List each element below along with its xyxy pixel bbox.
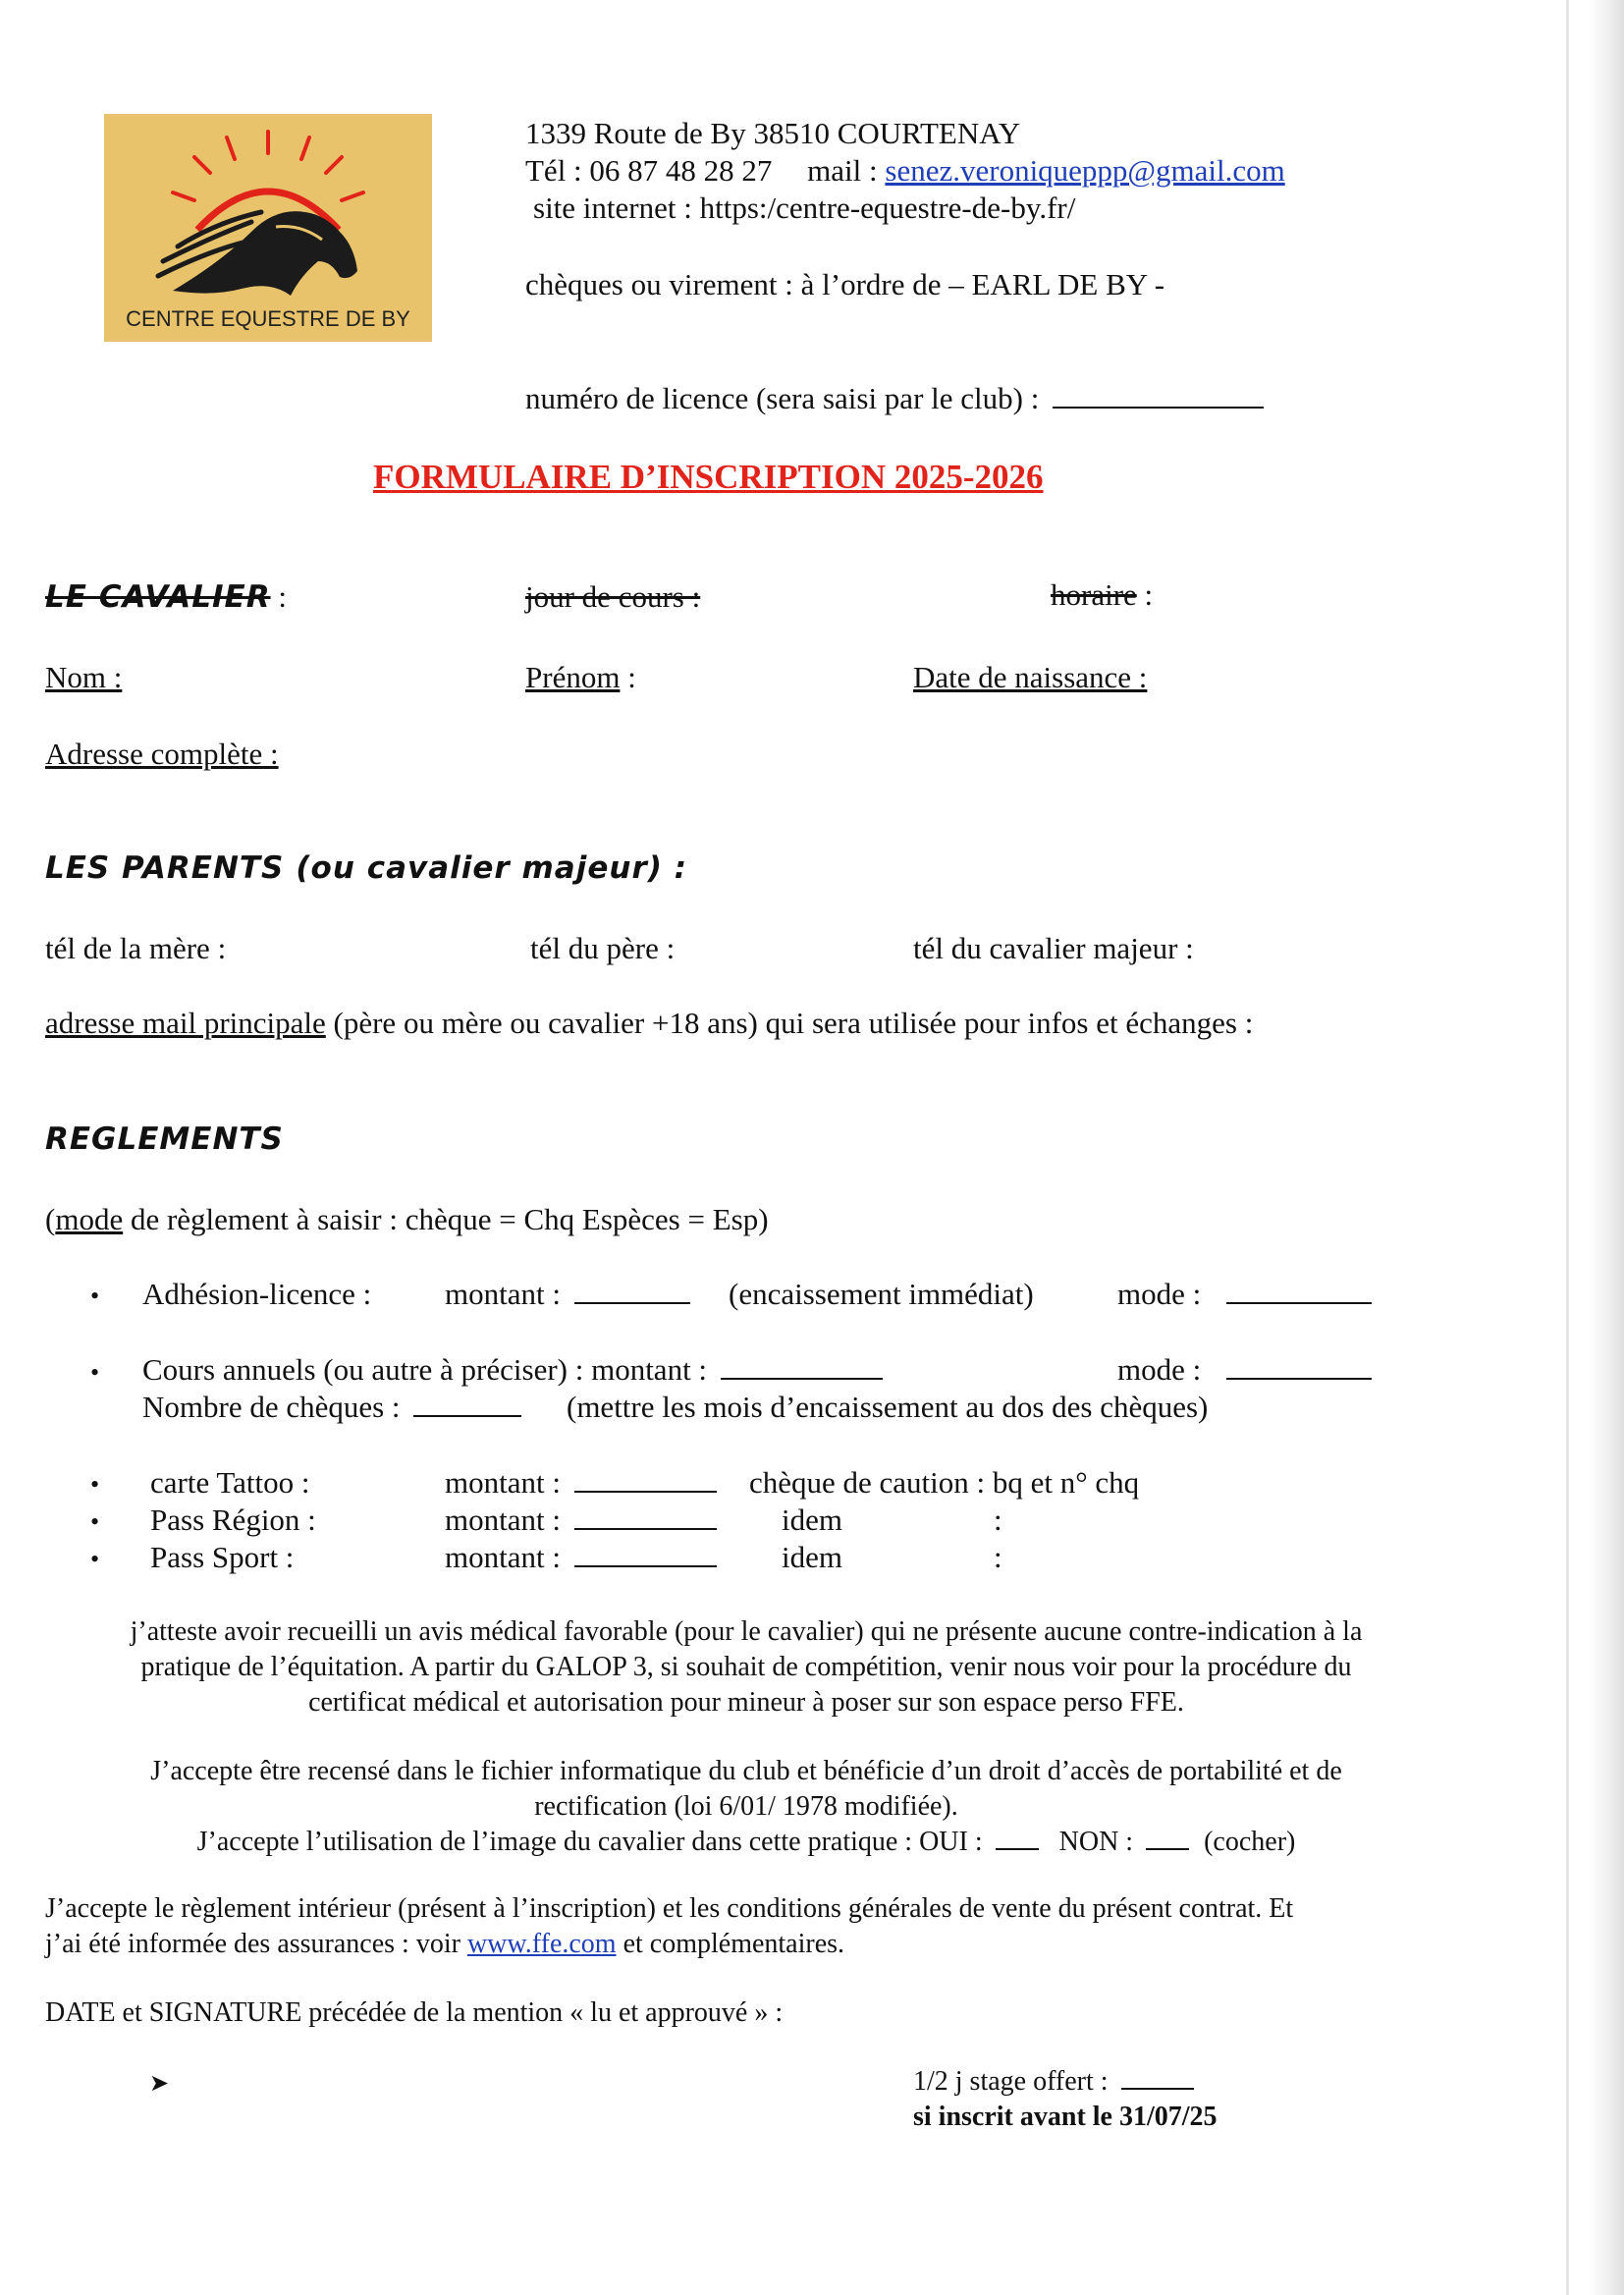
image-consent-text: J’accepte l’utilisation de l’image du cavalier dans cette pratique : OUI : (196, 1827, 983, 1857)
club-phone: Tél : 06 87 48 28 27 (525, 153, 773, 188)
license-label: numéro de licence (sera saisi par le club) : (525, 381, 1040, 415)
mother-phone-label: tél de la mère : (45, 931, 227, 965)
deposit-cheque-label: chèque de caution : bq et n° chq (749, 1465, 1140, 1500)
region-amount-blank (574, 1504, 717, 1530)
main-email-description: (père ou mère ou cavalier +18 ans) qui sera utilisée pour infos et échanges : (325, 1006, 1254, 1040)
schedule-colon: : (1136, 577, 1154, 612)
image-cocher: (cocher) (1204, 1827, 1296, 1857)
medical-line-2: pratique de l’équitation. A partir du GALOP 3, si souhait de compétition, venir nous voir pour la procédure du (140, 1652, 1352, 1682)
sport-amount-label: montant : (445, 1540, 561, 1574)
sport-colon: : (994, 1540, 1002, 1574)
free-stage-line (913, 2064, 1194, 2100)
rules-line-2-end: et complémentaires. (616, 1929, 845, 1959)
rules-line-2-start: j’ai été informée des assurances : voir (45, 1929, 467, 1959)
tattoo-amount-blank (574, 1467, 717, 1493)
bullet-tattoo: • (90, 1470, 100, 1499)
free-stage-blank (1121, 2066, 1194, 2090)
bullet-region: • (90, 1507, 100, 1536)
father-phone-label: tél du père : (530, 931, 676, 965)
membership-mode (1117, 1277, 1372, 1312)
first-name-colon: : (620, 660, 636, 694)
membership-amount (445, 1277, 690, 1312)
cavalier-heading (45, 579, 287, 615)
annual-courses-mode-blank (1226, 1354, 1372, 1380)
image-oui-blank[interactable] (996, 1827, 1039, 1850)
payment-mode-legend (45, 1202, 769, 1237)
image-non-label: NON : (1058, 1827, 1134, 1857)
parents-heading (45, 850, 687, 886)
mode-open-paren: ( (45, 1202, 56, 1236)
region-pass-label: Pass Région : (150, 1503, 316, 1537)
image-consent-line (59, 1825, 1434, 1860)
tattoo-amount-label: montant : (445, 1465, 561, 1500)
scan-edge-shadow (1589, 0, 1624, 2295)
membership-mode-blank (1226, 1279, 1372, 1304)
membership-amount-blank (574, 1279, 690, 1304)
ffe-link[interactable]: www.ffe.com (466, 1929, 617, 1959)
image-non-blank[interactable] (1146, 1827, 1189, 1850)
region-idem: idem (782, 1503, 842, 1537)
club-address: 1339 Route de By 38510 COURTENAY (525, 116, 1021, 150)
annual-courses-mode-label: mode : (1117, 1352, 1202, 1387)
free-stage-condition: si inscrit avant le 31/07/25 (913, 2102, 1218, 2132)
region-amount (445, 1503, 717, 1538)
data-consent-line-2: rectification (loi 6/01/ 1978 modifiée). (534, 1791, 958, 1822)
cheque-count-label: Nombre de chèques : (142, 1390, 401, 1424)
annual-courses-mode (1117, 1352, 1372, 1388)
cheque-count (142, 1390, 521, 1425)
license-blank (1053, 383, 1264, 409)
main-email-line (45, 1006, 1253, 1041)
mail-label: mail : (807, 153, 878, 188)
annual-courses-blank (721, 1354, 883, 1380)
membership-immediate: (encaissement immédiat) (729, 1277, 1034, 1311)
membership-amount-label: montant : (445, 1277, 561, 1311)
tattoo-card-label: carte Tattoo : (150, 1465, 310, 1500)
club-email-link[interactable]: senez.veroniqueppp@gmail.com (885, 153, 1285, 188)
medical-line-1: j’atteste avoir recueilli un avis médical favorable (pour le cavalier) qui ne présente aucune contre-indication à la (130, 1616, 1363, 1647)
cavalier-heading-colon: : (270, 579, 287, 614)
bullet-adhesion: • (90, 1282, 100, 1310)
bullet-courses: • (90, 1358, 100, 1387)
sport-idem: idem (782, 1540, 842, 1574)
first-name-label-text: Prénom (525, 660, 621, 694)
membership-mode-label: mode : (1117, 1277, 1202, 1311)
medical-line-3: certificat médical et autorisation pour mineur à poser sur son espace perso FFE. (308, 1687, 1184, 1718)
rules-line-1: J’accepte le règlement intérieur (présent à l’inscription) et les conditions générales de vente du présent contrat. Et (45, 1893, 1294, 1924)
sport-amount (445, 1540, 717, 1575)
license-number-line (525, 381, 1264, 416)
data-consent-line-1: J’accepte être recensé dans le fichier informatique du club et bénéficie d’un droit d’accès de portabilité et de (150, 1756, 1342, 1786)
club-website: site internet : https:/centre-equestre-de-by.fr/ (533, 191, 1076, 225)
tattoo-amount (445, 1465, 717, 1501)
cheque-months-note: (mettre les mois d’encaissement au dos des chèques) (567, 1390, 1209, 1424)
adult-rider-phone-label: tél du cavalier majeur : (913, 931, 1194, 965)
birth-date-label: Date de naissance : (913, 660, 1148, 694)
form-title: FORMULAIRE D’INSCRIPTION 2025-2026 (373, 458, 1044, 496)
main-email-label: adresse mail principale (45, 1006, 326, 1040)
membership-label: Adhésion-licence : (142, 1277, 372, 1311)
cavalier-heading-text: LE CAVALIER (45, 579, 271, 615)
bullet-sport: • (90, 1545, 100, 1573)
course-day-label: jour de cours : (525, 579, 701, 614)
parents-heading-sub: (ou cavalier majeur) : (296, 850, 688, 886)
club-logo (104, 114, 432, 342)
free-stage-label: 1/2 j stage offert : (913, 2066, 1109, 2097)
payments-heading: REGLEMENTS (45, 1121, 284, 1157)
cheque-count-blank (413, 1392, 521, 1417)
mode-word: mode (55, 1202, 124, 1236)
schedule-label-text: horaire (1051, 577, 1137, 612)
full-address-label: Adresse complète : (45, 737, 279, 771)
region-amount-label: montant : (445, 1503, 561, 1537)
last-name-label: Nom : (45, 660, 123, 694)
arrow-bullet: ➤ (149, 2071, 170, 2097)
annual-courses (142, 1352, 883, 1388)
parents-heading-text: LES PARENTS (45, 850, 285, 886)
club-contact (525, 153, 1285, 189)
logo-text: CENTRE EQUESTRE DE BY (126, 306, 410, 331)
schedule-label (1051, 577, 1153, 613)
scan-edge-line (1566, 0, 1569, 2295)
region-colon: : (994, 1503, 1002, 1537)
rules-line-2 (45, 1927, 844, 1962)
signature-instruction: DATE et SIGNATURE précédée de la mention « lu et approuvé » : (45, 1997, 784, 2028)
sport-pass-label: Pass Sport : (150, 1540, 295, 1574)
payment-order: chèques ou virement : à l’ordre de – EARL DE BY - (525, 267, 1165, 301)
sport-amount-blank (574, 1542, 717, 1567)
first-name-label (525, 660, 636, 695)
mode-legend-rest: de règlement à saisir : chèque = Chq Espèces = Esp) (123, 1202, 769, 1236)
annual-courses-label: Cours annuels (ou autre à préciser) : montant : (142, 1352, 708, 1387)
